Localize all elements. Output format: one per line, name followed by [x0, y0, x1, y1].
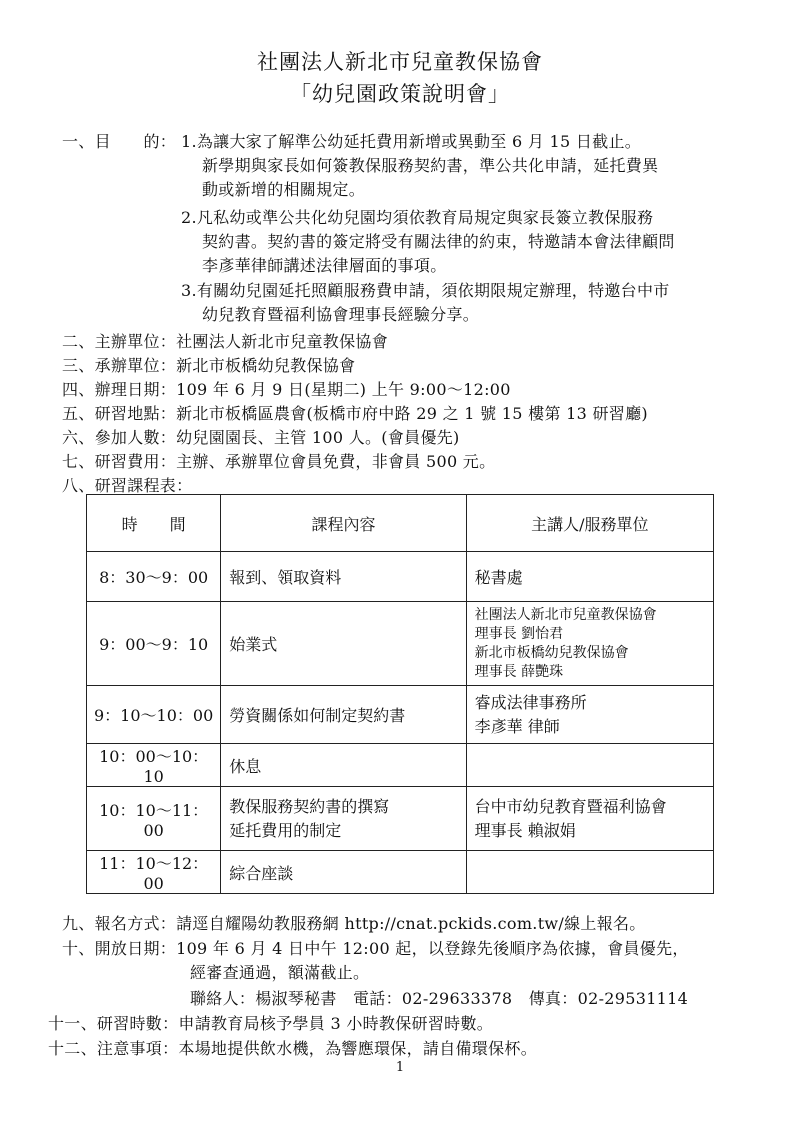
speaker-line: 社團法人新北市兒童教保協會	[474, 606, 657, 623]
row-time: 10：10～11：00	[87, 787, 221, 851]
row-content	[221, 787, 466, 851]
purpose-item-1-line-1: 1.為讓大家了解準公幼延托費用新增或異動至 6 月 15 日截止。	[181, 132, 642, 151]
speaker-line: 台中市幼兒教育暨福利協會	[474, 796, 667, 816]
date-line: 四、辦理日期：109 年 6 月 9 日(星期二) 上午 9:00～12:00	[62, 380, 511, 399]
row-content: 綜合座談	[221, 851, 466, 894]
header-speaker: 主講人/服務單位	[466, 495, 713, 552]
row-speaker	[466, 686, 713, 744]
open-date-line-2: 經審查通過，額滿截止。	[190, 963, 370, 982]
row-time: 9：10～10：00	[87, 686, 221, 744]
speaker-line: 理事長 賴淑娟	[474, 820, 576, 840]
header-content: 課程內容	[221, 495, 466, 552]
schedule-header-row	[87, 495, 714, 552]
schedule-table	[86, 494, 714, 894]
fee-line: 七、研習費用：主辦、承辦單位會員免費，非會員 500 元。	[62, 452, 496, 471]
hours-line: 十一、研習時數：申請教育局核予學員 3 小時教保研習時數。	[48, 1014, 494, 1033]
speaker-line: 睿成法律事務所	[474, 692, 587, 712]
schedule-label: 八、研習課程表：	[62, 476, 193, 495]
open-date-line-1: 十、開放日期：109 年 6 月 4 日中午 12:00 起，以登錄先後順序為依據，會員優先，	[62, 939, 689, 958]
row-time: 10：00～10：10	[87, 744, 221, 787]
row-content: 勞資關係如何制定契約書	[221, 686, 466, 744]
table-row	[87, 744, 714, 787]
speaker-line: 理事長 劉怡君	[474, 625, 564, 642]
table-row	[87, 851, 714, 894]
speaker-line: 理事長 薛艷珠	[474, 663, 564, 680]
page-number: 1	[395, 1060, 405, 1075]
speaker-line: 新北市板橋幼兒教保協會	[474, 644, 629, 661]
event-title: 「幼兒園政策說明會」	[290, 82, 510, 106]
attendees-line: 六、參加人數：幼兒園園長、主管 100 人。(會員優先)	[62, 428, 460, 447]
purpose-item-2-line-2: 契約書。契約書的簽定將受有關法律的約束，特邀請本會法律顧問	[202, 232, 675, 251]
row-speaker: 秘書處	[466, 552, 713, 602]
purpose-item-1-line-2: 新學期與家長如何簽教保服務契約書，準公共化申請，延托費異	[202, 156, 659, 175]
row-speaker-empty	[466, 851, 713, 894]
organization-title: 社團法人新北市兒童教保協會	[257, 50, 543, 74]
row-time: 11：10～12：00	[87, 851, 221, 894]
contact-line: 聯絡人：楊淑琴秘書 電話：02-29633378 傳真：02-29531114	[190, 989, 689, 1008]
purpose-item-1-line-3: 動或新增的相關規定。	[202, 180, 366, 199]
register-line	[62, 913, 646, 935]
register-text: 九、報名方式：請逕自耀陽幼教服務網 http://cnat.pckids.com.tw/線上報名。	[62, 914, 646, 933]
row-time: 8：30～9：00	[87, 552, 221, 602]
row-speaker-empty	[466, 744, 713, 787]
table-row	[87, 552, 714, 602]
purpose-item-3-line-1: 3.有關幼兒園延托照顧服務費申請，須依期限規定辦理，特邀台中市	[181, 281, 670, 300]
speaker-line: 李彥華 律師	[474, 716, 560, 736]
organizer-line: 二、主辦單位：社團法人新北市兒童教保協會	[62, 332, 389, 351]
content-line: 教保服務契約書的撰寫	[229, 796, 390, 816]
header-time: 時 間	[87, 495, 221, 552]
purpose-item-3-line-2: 幼兒教育暨福利協會理事長經驗分享。	[202, 305, 480, 324]
row-content: 始業式	[221, 602, 466, 686]
table-row	[87, 602, 714, 686]
table-row	[87, 787, 714, 851]
row-time: 9：00～9：10	[87, 602, 221, 686]
row-speaker	[466, 787, 713, 851]
row-speaker	[466, 602, 713, 686]
row-content: 報到、領取資料	[221, 552, 466, 602]
notes-line: 十二、注意事項：本場地提供飲水機，為響應環保，請自備環保杯。	[48, 1039, 538, 1058]
table-row	[87, 686, 714, 744]
purpose-item-2-line-3: 李彥華律師講述法律層面的事項。	[202, 256, 447, 275]
coorganizer-line: 三、承辦單位：新北市板橋幼兒教保協會	[62, 356, 356, 375]
purpose-label: 一、目 的：	[62, 132, 177, 151]
purpose-item-2-line-1: 2.凡私幼或準公共化幼兒園均須依教育局規定與家長簽立教保服務	[181, 208, 654, 227]
row-content: 休息	[221, 744, 466, 787]
content-line: 延托費用的制定	[229, 820, 342, 840]
place-line: 五、研習地點：新北市板橋區農會(板橋市府中路 29 之 1 號 15 樓第 13 研習廳)	[62, 404, 648, 423]
